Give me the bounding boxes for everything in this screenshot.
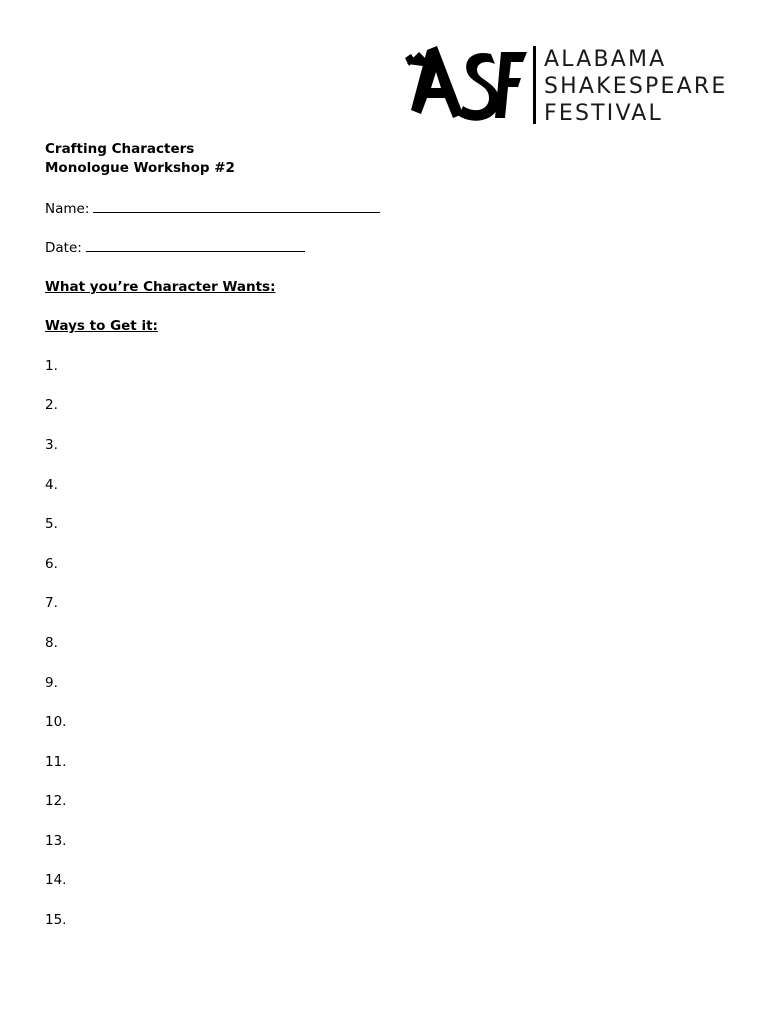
list-item: 1. — [45, 358, 58, 374]
name-field — [45, 200, 380, 217]
worksheet-title — [45, 140, 235, 178]
list-item: 5. — [45, 516, 58, 532]
name-blank-line[interactable] — [93, 200, 380, 213]
list-item: 11. — [45, 754, 67, 770]
name-label: Name: — [45, 201, 90, 217]
section-character-wants: What you’re Character Wants: — [45, 279, 276, 295]
title-line-1: Crafting Characters — [45, 141, 195, 157]
logo-line-3: FESTIVAL — [544, 101, 663, 126]
date-label: Date: — [45, 240, 82, 256]
list-item: 9. — [45, 675, 58, 691]
list-item: 10. — [45, 714, 67, 730]
list-item: 14. — [45, 872, 67, 888]
date-blank-line[interactable] — [86, 239, 305, 252]
list-item: 7. — [45, 595, 58, 611]
date-field — [45, 239, 305, 256]
asf-logo — [405, 44, 735, 126]
list-item: 13. — [45, 833, 67, 849]
logo-line-2: SHAKESPEARE — [544, 74, 728, 99]
list-item: 8. — [45, 635, 58, 651]
asf-logo-mark — [405, 44, 529, 126]
list-item: 4. — [45, 477, 58, 493]
list-item: 15. — [45, 912, 67, 928]
logo-wordmark — [544, 46, 727, 127]
list-item: 3. — [45, 437, 58, 453]
logo-line-1: ALABAMA — [544, 47, 667, 72]
logo-divider — [533, 46, 536, 124]
title-line-2: Monologue Workshop #2 — [45, 160, 235, 176]
section-ways-to-get-it: Ways to Get it: — [45, 318, 158, 334]
list-item: 6. — [45, 556, 58, 572]
list-item: 12. — [45, 793, 67, 809]
list-item: 2. — [45, 397, 58, 413]
